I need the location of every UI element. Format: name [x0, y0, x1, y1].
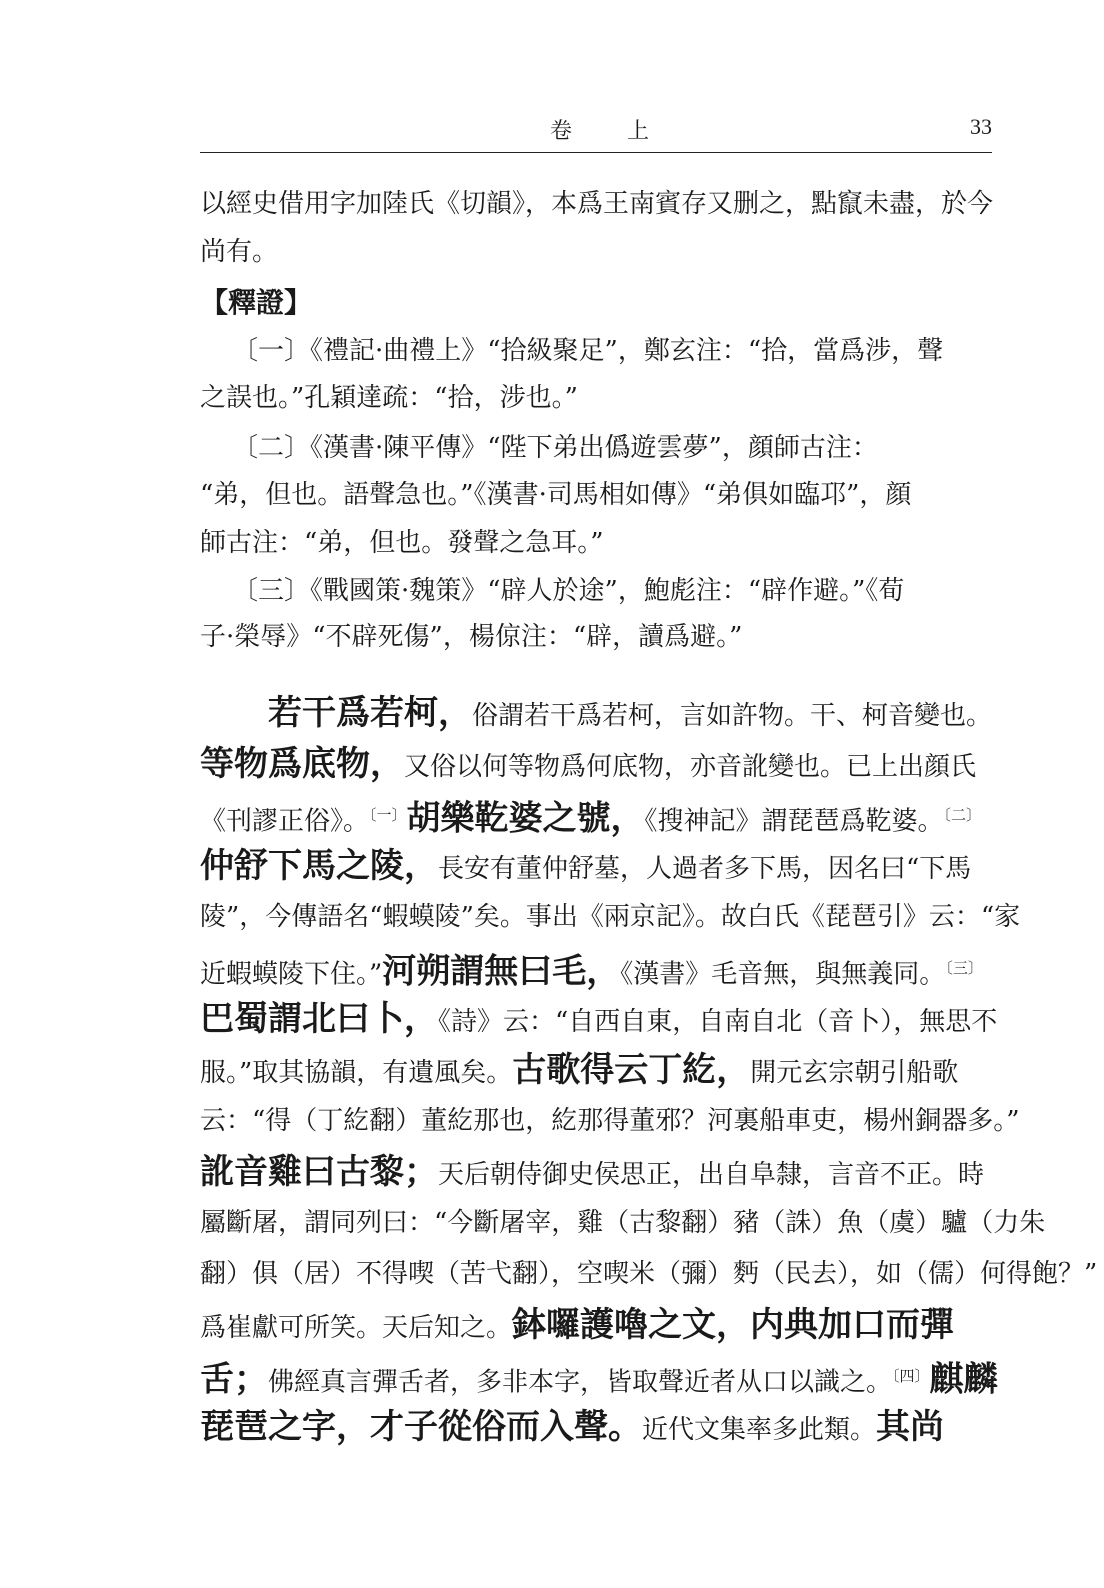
note-line: “弟，但也。語聲急也。”《漢書·司馬相如傳》“弟俱如臨邛”，顔 — [200, 480, 912, 510]
entry-heading: 鉢囉護嚕之文，内典加口而彈 — [512, 1305, 955, 1345]
entry-heading: 其尚 — [876, 1407, 945, 1447]
entry-text: 天后朝侍御史侯思正，出自阜隸，言音不正。時 — [438, 1160, 985, 1190]
main-line — [200, 892, 1021, 942]
footnote-marker: 〔二〕 — [943, 806, 982, 824]
note-line: 〔一〕《禮記·曲禮上》“拾級聚足”，鄭玄注：“拾，當爲涉，聲 — [232, 336, 944, 366]
main-line — [200, 1300, 992, 1350]
section-title: 【釋證】 — [200, 286, 313, 319]
entry-text: 長安有董仲舒墓，人過者多下馬，因名曰“下馬 — [438, 854, 972, 884]
note-line: 〔三〕《戰國策·魏策》“辟人於途”，鮑彪注：“辟作避。”《荀 — [232, 576, 905, 606]
running-header — [200, 114, 992, 154]
main-line — [200, 1045, 992, 1095]
footnote-marker: 〔一〕 — [369, 806, 407, 824]
entry-text: 《刊謬正俗》。 — [200, 806, 370, 837]
entry-text: 屬斷屠，謂同列曰：“今斷屠宰，雞（古黎翻）豬（誅）魚（虞）驢（力朱 — [200, 1208, 1046, 1238]
entry-text: 近蝦蟆陵下住。” — [200, 959, 383, 990]
note-line: 子·榮辱》“不辟死傷”，楊倞注：“辟，讀爲避。” — [200, 622, 743, 652]
entry-heading: 麒麟 — [929, 1359, 998, 1400]
main-line — [200, 790, 992, 840]
entry-text: 翻）俱（居）不得喫（苦弋翻），空喫米（彌）麪（民去），如（儒）何得飽？” — [200, 1259, 1098, 1289]
entry-heading: 河朔謂無曰毛， — [382, 951, 621, 992]
entry-heading: 胡樂䩐婆之號， — [406, 798, 645, 839]
main-line — [200, 1198, 1046, 1248]
text-line: 尚有。 — [200, 237, 279, 267]
entry-text: 爲崔獻可所笑。天后知之。 — [200, 1313, 513, 1343]
main-line — [200, 1402, 992, 1452]
main-line — [200, 1249, 1098, 1299]
main-line — [200, 994, 998, 1044]
header-rule — [200, 152, 992, 153]
main-line — [200, 1096, 1020, 1146]
entry-text: 《詩》云：“自西自東，自南自北（音卜），無思不 — [438, 1007, 998, 1037]
note-line: 之誤也。”孔穎達疏：“拾，涉也。” — [200, 383, 578, 413]
page-number: 33 — [970, 114, 992, 139]
footnote-marker: 〔四〕 — [892, 1367, 930, 1385]
main-line — [200, 739, 992, 789]
text-line: 以經史借用字加陸氏《切韻》，本爲王南賓存又删之，點竄未盡，於今 — [200, 189, 994, 219]
entry-text: 俗謂若干爲若柯，言如許物。干、柯音變也。 — [472, 701, 993, 731]
entry-heading: 仲舒下馬之陵， — [200, 846, 438, 886]
entry-text: 近代文集率多此類。 — [642, 1415, 877, 1445]
entry-text: 又俗以何等物爲何底物，亦音訛變也。已上出顔氏 — [404, 752, 977, 782]
note-line: 師古注：“弟，但也。發聲之急耳。” — [200, 528, 604, 558]
main-line — [200, 1147, 992, 1197]
chapter-title: 卷 上 — [550, 119, 673, 144]
entry-heading: 訛音雞曰古黎； — [200, 1152, 438, 1192]
entry-text: 服。”取其協韻，有遺風矣。 — [200, 1058, 513, 1088]
entry-text: 云：“得（丁紇翻）董紇那也，紇那得董邪？河裏船車吏，楊州銅器多。” — [200, 1106, 1020, 1136]
main-line — [268, 688, 992, 738]
entry-text: 佛經真言彈舌者，多非本字，皆取聲近者从口以識之。 — [268, 1367, 893, 1398]
entry-heading: 舌； — [200, 1359, 268, 1400]
entry-text: 《搜神記》謂琵琶爲䩐婆。 — [644, 806, 944, 837]
main-line — [200, 841, 992, 891]
main-line — [200, 1351, 998, 1401]
entry-heading: 若干爲若柯， — [268, 693, 472, 733]
entry-heading: 等物爲底物， — [200, 744, 404, 784]
entry-heading: 琵琶之字，才子從俗而入聲。 — [200, 1407, 642, 1447]
entry-text: 開元玄宗朝引船歌 — [750, 1058, 959, 1088]
entry-text: 陵”，今傳語名“蝦蟆陵”矣。事出《兩京記》。故白氏《琵琶引》云：“家 — [200, 902, 1021, 932]
footnote-marker: 〔三〕 — [945, 959, 983, 977]
entry-heading: 古歌得云丁紇， — [512, 1050, 751, 1090]
note-line: 〔二〕《漢書·陳平傳》“陛下弟出僞遊雲夢”，顔師古注： — [232, 433, 878, 463]
main-line — [200, 943, 992, 993]
entry-heading: 巴蜀謂北曰卜， — [200, 999, 438, 1039]
entry-text: 《漢書》毛音無，與無義同。 — [620, 959, 946, 990]
